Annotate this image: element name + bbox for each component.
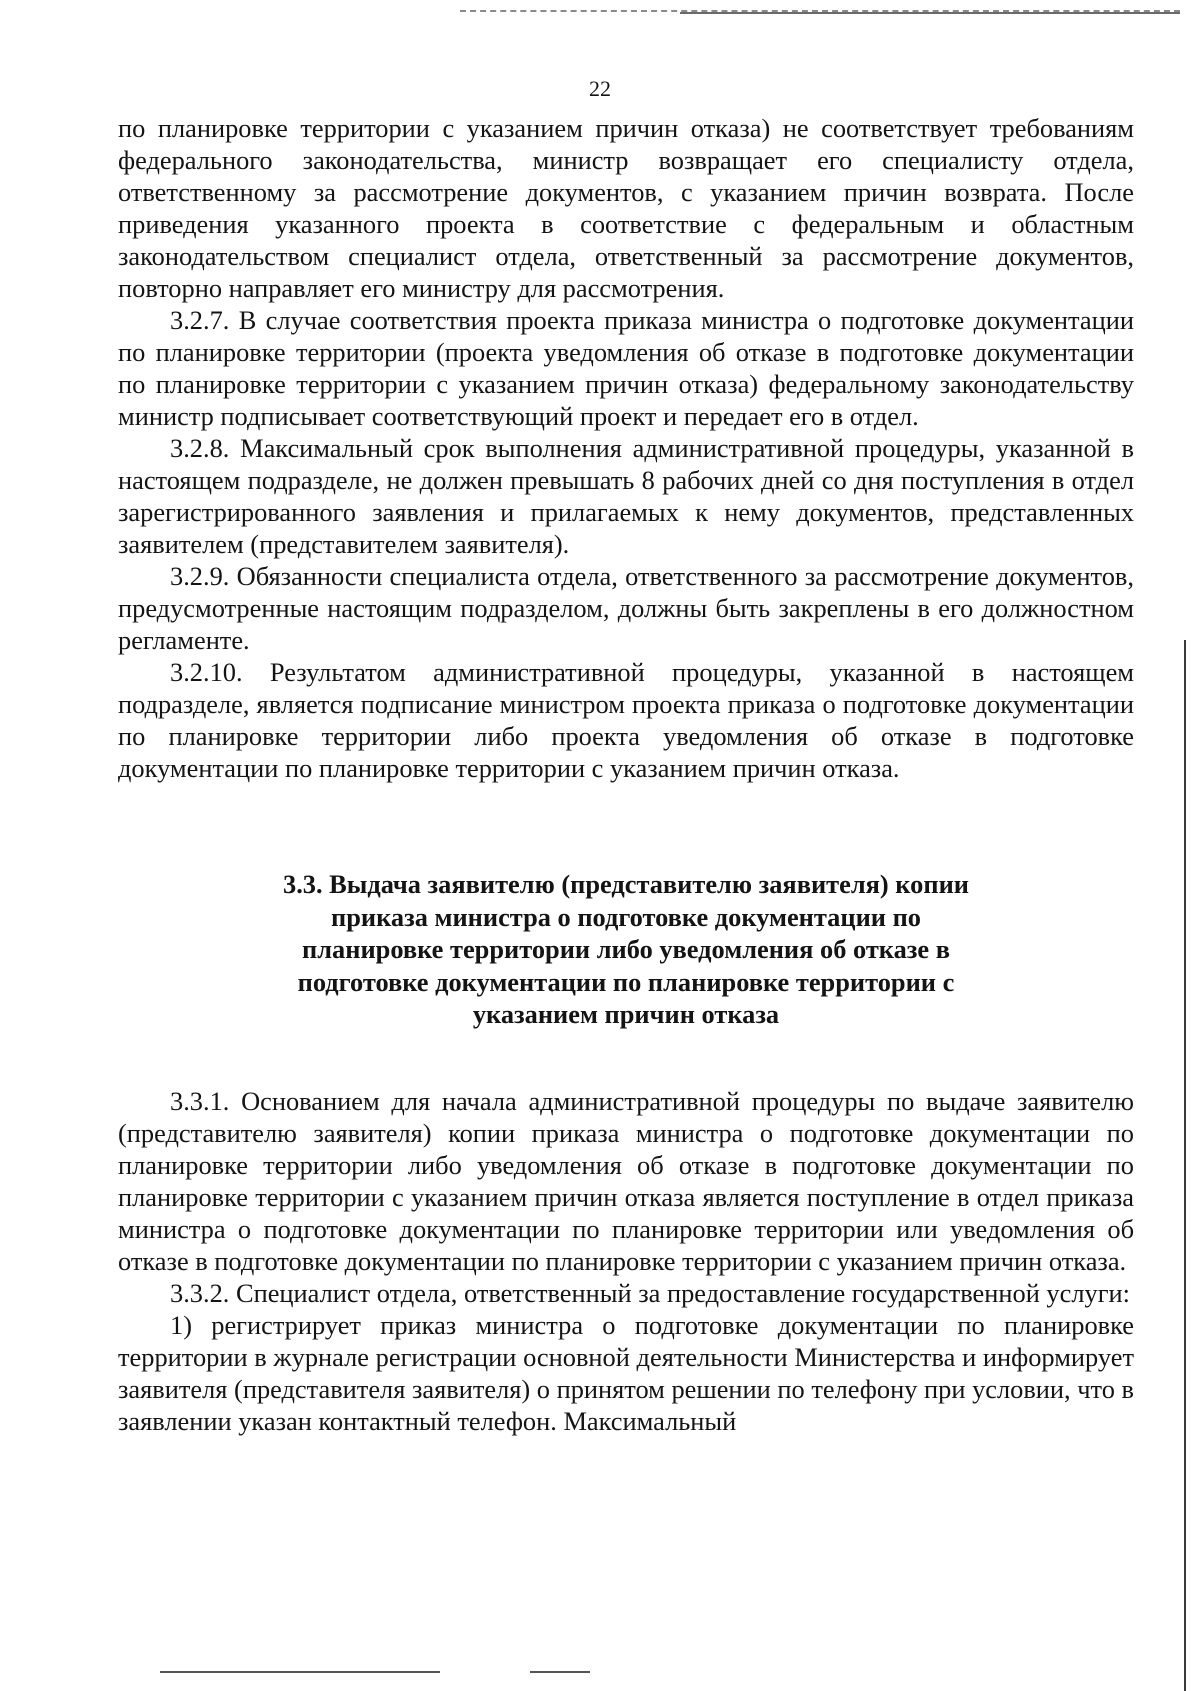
paragraph-3-3-2: 3.3.2. Специалист отдела, ответственный за предоставление государственной услуги: [170, 1277, 1130, 1308]
scan-edge-bottom-short [530, 1671, 590, 1673]
document-body [118, 112, 1134, 1437]
scan-edge-bottom [160, 1671, 440, 1673]
paragraph-3-2-7: 3.2.7. В случае соответствия проекта приказа министра о подготовке документации по планировке территории (проекта уведомления об отказе в подготовке документации по планировке территории с указанием причин отказа) федеральному законодательству министр подписывает соответствующий проект и передает его в отдел. [118, 305, 1134, 431]
paragraph-3-2-10: 3.2.10. Результатом административной процедуры, указанной в настоящем подразделе, является подписание министром проекта приказа о подготовке документации по планировке территории либо проекта уведомления об отказе в подготовке документации по планировке территории с указанием причин отказа. [118, 657, 1134, 783]
paragraph-3-2-8: 3.2.8. Максимальный срок выполнения административной процедуры, указанной в настоящем подразделе, не должен превышать 8 рабочих дней со дня поступления в отдел зарегистрированного заявления и прилагаемых к нему документов, представленных заявителем (представителем заявителя). [118, 433, 1134, 559]
paragraph-3-3-2-item-1: 1) регистрирует приказ министра о подготовке документации по планировке территории в журнале регистрации основной деятельности Министерства и информирует заявителя (представителя заявителя) о принятом решении по телефону при условии, что в заявлении указан контактный телефон. Максимальный [118, 1309, 1134, 1436]
paragraph-3-2-9: 3.2.9. Обязанности специалиста отдела, ответственного за рассмотрение документов, предусмотренные настоящим подразделом, должны быть закреплены в его должностном регламенте. [118, 561, 1134, 655]
paragraph-3-3-1: 3.3.1. Основанием для начала административной процедуры по выдаче заявителю (представителю заявителя) копии приказа министра о подготовке документации по планировке территории либо уведомления об отказе в подготовке документации по планировке территории с указанием причин отказа является поступление в отдел приказа министра о подготовке документации по планировке территории или уведомления об отказе в подготовке документации по планировке территории с указанием причин отказа. [118, 1085, 1134, 1276]
scan-edge-top [680, 12, 1180, 14]
page-number: 22 [589, 76, 611, 101]
scan-edge-right [1184, 640, 1186, 1691]
paragraph-continuation: по планировке территории с указанием причин отказа) не соответствует требованиям федерального законодательства, министр возвращает его специалисту отдела, ответственному за рассмотрение документов, с указанием причин возврата. После приведения указанного проекта в соответствие с федеральным и областным законодательством специалист отдела, ответственный за рассмотрение документов, повторно направляет его министру для рассмотрения. [118, 113, 1134, 303]
section-heading-3-3: 3.3. Выдача заявителю (представителю заявителя) копии приказа министра о подготовке документации по планировке территории либо уведомления об отказе в подготовке документации по планировке территории с указанием причин отказа [283, 869, 969, 1029]
